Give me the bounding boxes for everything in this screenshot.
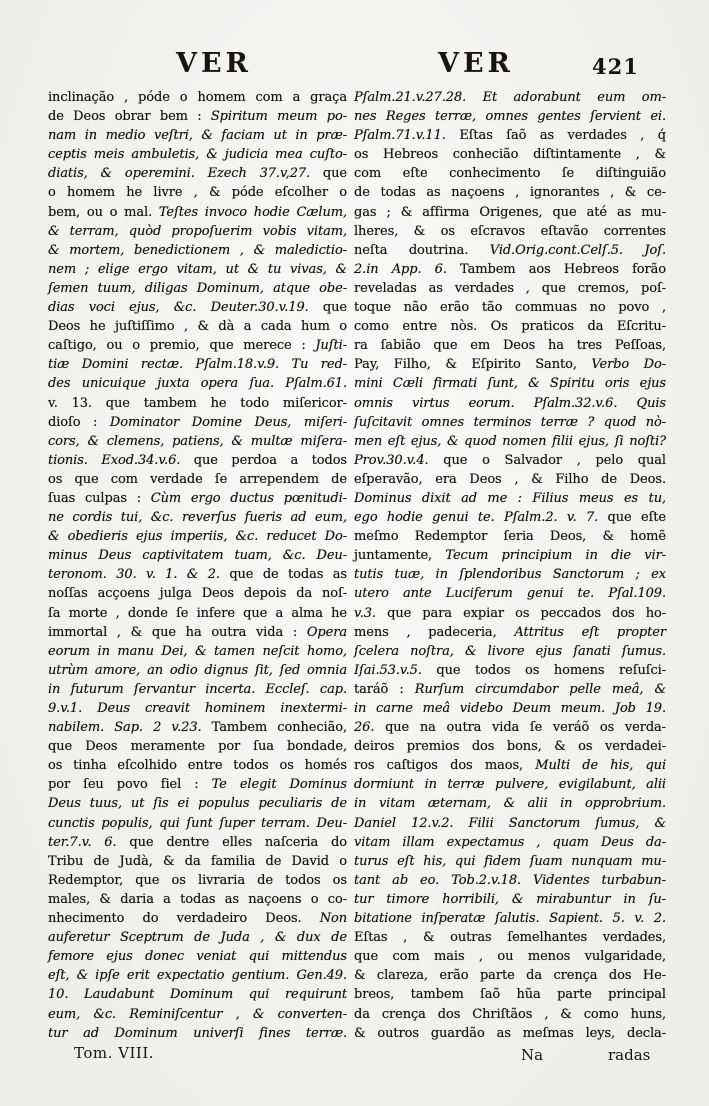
text-line: eſperavão, era Deos , & Filho de Deos.	[354, 471, 666, 487]
text-line: tant ab eo. Tob.2.v.18. Videntes turbabun-	[354, 872, 666, 888]
text-line: dias voci ejus, &c. Deuter.30.v.19. que	[48, 300, 347, 316]
text-line: ros caſtigos dos maos, Multi de his, qui	[354, 758, 667, 774]
text-line: ceptis meis ambuletis, & judicia mea cuſto-	[48, 147, 347, 163]
text-line: os Hebreos conhecião diſtintamente , &	[354, 147, 666, 163]
text-line: mens , padeceria, Attritus eſt propter	[354, 624, 666, 640]
text-line: men eſt ejus, & quod nomen filii ejus, ſi noſti?	[354, 433, 666, 449]
text-line: de Deos obrar bem : Spiritum meum po-	[48, 109, 347, 125]
text-line: eorum in manu Dei, & tamen neſcit homo,	[48, 643, 347, 659]
text-line: auferetur Sceptrum de Juda , & dux de	[48, 930, 347, 946]
text-line: Deos he juſtiſſimo , & dà a cada hum o	[48, 319, 347, 335]
signature-mark: Na	[521, 1046, 544, 1064]
text-line: os tinha eſcolhido entre todos os homés	[48, 758, 347, 774]
running-head-left: VER	[176, 48, 252, 79]
text-line: Deus tuus, ut ſis ei populus peculiaris de	[48, 796, 347, 812]
text-line: turus eſt his, qui fidem ſuam nunquam mu-	[354, 853, 666, 869]
text-line: Pay, Filho, & Eſpirito Santo, Verbo Do-	[354, 357, 666, 373]
text-line: o homem he livre , & póde eſcolher o	[48, 185, 347, 201]
text-line: nam in medio veſtri, & faciam ut in præ-	[48, 128, 347, 144]
text-line: eum, &c. Reminiſcentur , & converten-	[48, 1006, 347, 1022]
text-line: tionis. Exod.34.v.6. que perdoa a todos	[48, 452, 347, 468]
text-column-left	[48, 88, 347, 1043]
text-line: immortal , & que ha outra vida : Opera	[48, 624, 347, 640]
catchword: radas	[608, 1046, 651, 1064]
text-line: tur ad Dominum univerſi fines terræ.	[48, 1025, 347, 1041]
text-line: ſcelera noſtra, & livore ejus ſanati ſumus.	[354, 643, 666, 659]
text-line: femore ejus donec veniat qui mittendus	[48, 949, 347, 965]
text-line: tiæ Domini rectæ. Pſalm.18.v.9. Tu red-	[48, 357, 347, 373]
text-line: breos, tambem ſaõ hũa parte principal	[354, 987, 666, 1003]
text-line: ſuas culpas : Cùm ergo ductus pœnitudi-	[48, 490, 347, 506]
text-line: que Deos meramente por ſua bondade,	[48, 739, 347, 755]
text-line: utrùm amore, an odio dignus ſit, ſed omnia	[48, 662, 347, 678]
text-line: da crença dos Chriſtãos , & como huns,	[354, 1006, 666, 1022]
text-line: teronom. 30. v. 1. & 2. que de todas as	[48, 567, 347, 583]
text-line: males, & daria a todas as naçoens o co-	[48, 891, 347, 907]
text-line: v.3. que para expiar os peccados dos ho-	[354, 605, 666, 621]
text-line: utero ante Luciferum genui te. Pſal.109.	[354, 586, 666, 602]
text-line: Eſtas , & outras ſemelhantes verdades,	[354, 930, 666, 946]
text-line: ter.7.v. 6. que dentre elles naſceria do	[48, 834, 347, 850]
text-line: des unicuique juxta opera ſua. Pſalm.61.	[48, 376, 347, 392]
text-line: Prov.30.v.4. que o Salvador , pelo qual	[354, 452, 666, 468]
text-line: Pſalm.21.v.27.28. Et adorabunt eum om-	[354, 90, 666, 105]
text-line: por ſeu povo fiel : Te elegit Dominus	[48, 777, 347, 793]
text-line: 2.in App. 6. Tambem aos Hebreos forão	[354, 261, 666, 277]
text-line: bitatione inſperatæ ſalutis. Sapient. 5. v. 2.	[354, 911, 666, 927]
text-line: dormiunt in terræ pulvere, evigilabunt, alii	[354, 777, 666, 793]
text-line: in carne meâ videbo Deum meum. Job 19.	[354, 701, 666, 716]
text-line: vitam illam expectamus , quam Deus da-	[354, 834, 666, 850]
text-line: Pſalm.71.v.11. Eſtas ſaõ as verdades , q́	[354, 128, 667, 144]
text-line: nem ; elige ergo vitam, ut & tu vivas, &	[48, 261, 347, 277]
text-line: Iſai.53.v.5. que todos os homens reſuſci-	[354, 662, 666, 678]
text-line: que com mais , ou menos vulgaridade,	[354, 949, 666, 965]
text-line: v. 13. que tambem he todo miſericor-	[48, 395, 347, 411]
text-line: juntamente, Tecum principium in die vir-	[354, 548, 666, 564]
text-line: Daniel 12.v.2. Filii Sanctorum ſumus, &	[354, 815, 666, 831]
text-line: deiros premios dos bons, & os verdadei-	[354, 739, 666, 755]
text-line: tutis tuæ, in ſplendoribus Sanctorum ; ex	[354, 567, 666, 583]
text-line: & clareza, erão parte da crença dos He-	[354, 968, 666, 984]
text-line: nes Reges terræ, omnes gentes ſervient ei.	[354, 109, 666, 125]
text-line: meſmo Redemptor ſeria Deos, & homẽ	[354, 529, 666, 545]
text-line: & terram, quòd propoſuerim vobis vitam,	[48, 223, 347, 239]
text-line: dioſo : Dominator Domine Deus, miſeri-	[48, 414, 347, 430]
volume-label: Tom. VIII.	[74, 1044, 155, 1062]
text-line: & obedieris ejus imperiis, &c. reducet Do-	[48, 529, 347, 545]
text-line: cunctis populis, qui ſunt ſuper terram. Deu-	[48, 815, 347, 831]
text-line: & mortem, benedictionem , & maledictio-	[48, 242, 347, 258]
text-line: neſta doutrina. Vid.Orig.cont.Celſ.5. Joſ.	[354, 242, 666, 258]
text-line: como entre nòs. Os praticos da Eſcritu-	[354, 319, 666, 335]
text-line: minus Deus captivitatem tuam, &c. Deu-	[48, 548, 347, 564]
text-line: nabilem. Sap. 2 v.23. Tambem conhecião,	[48, 720, 347, 736]
text-line: in vitam æternam, & alii in opprobrium.	[354, 796, 666, 812]
text-line: bem, ou o mal. Teſtes invoco hodie Cælum,	[48, 204, 347, 220]
text-line: nhecimento do verdadeiro Deos. Non	[48, 911, 347, 927]
text-line: inclinação , póde o homem com a graça	[48, 90, 347, 105]
text-line: ſemen tuum, diligas Dominum, atque obe-	[48, 280, 347, 296]
text-line: 9.v.1. Deus creavit hominem inextermi-	[48, 701, 347, 716]
text-line: gas ; & affirma Origenes, que até as mu-	[354, 204, 666, 220]
text-line: Redemptor, que os livraria de todos os	[48, 872, 347, 888]
text-line: cors, & clemens, patiens, & multæ miſera-	[48, 433, 347, 449]
text-line: lheres, & os eſcravos eſtavão correntes	[354, 223, 666, 239]
text-line: ne cordis tui, &c. reverſus fueris ad eum,	[48, 510, 347, 526]
text-line: de todas as naçoens , ignorantes , & ce-	[354, 185, 666, 201]
text-line: noſſas acçoens julga Deos depois da noſ-	[48, 586, 347, 602]
text-line: in futurum ſervantur incerta. Eccleſ. cap.	[48, 681, 347, 697]
text-column-right	[354, 88, 666, 1043]
text-line: & outros guardão as meſmas leys, decla-	[354, 1025, 666, 1041]
text-line: ſuſcitavit omnes terminos terræ ? quod nò-	[354, 414, 666, 430]
text-line: 26. que na outra vida ſe veráõ os verda-	[354, 720, 666, 736]
text-line: toque não erão tão commuas no povo ,	[354, 300, 666, 316]
text-line: caſtigo, ou o premio, que merece : Juſti-	[48, 338, 347, 354]
text-line: com eſte conhecimento ſe diſtinguião	[354, 166, 666, 182]
text-line: taráõ : Rurſum circumdabor pelle meâ, &	[354, 681, 666, 697]
text-line: eſt, & ipſe erit expectatio gentium. Gen.49.	[48, 968, 347, 984]
text-line: tur timore horribili, & mirabuntur in ſu-	[354, 891, 666, 907]
page-number: 421	[592, 54, 639, 79]
text-line: reveladas as verdades , que cremos, poſ-	[354, 280, 666, 296]
text-line: omnis virtus eorum. Pſalm.32.v.6. Quis	[354, 395, 666, 411]
text-line: diatis, & operemini. Ezech 37.v,27. que	[48, 166, 347, 182]
text-line: ſa morte , donde ſe infere que a alma he	[48, 605, 347, 621]
text-line: mini Cæli firmati ſunt, & Spiritu oris ejus	[354, 376, 666, 392]
text-line: Dominus dixit ad me : Filius meus es tu,	[354, 490, 666, 506]
text-line: 10. Laudabunt Dominum qui requirunt	[48, 987, 347, 1003]
running-head-right: VER	[438, 48, 514, 79]
text-line: Tribu de Judà, & da familia de David o	[48, 853, 347, 869]
text-line: ego hodie genui te. Pſalm.2. v. 7. que eſte	[354, 510, 666, 526]
text-line: os que com verdade ſe arrependem de	[48, 471, 347, 487]
text-line: ra ſabião que em Deos ha tres Peſſoas,	[354, 338, 666, 354]
